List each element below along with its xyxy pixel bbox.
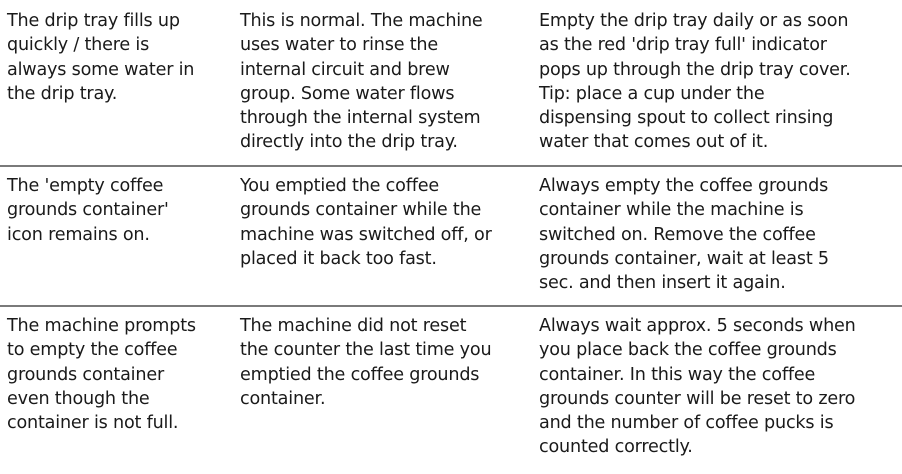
text-line: and the number of coffee pucks is <box>539 413 834 434</box>
problem-cell <box>7 174 169 247</box>
row-divider <box>0 165 902 167</box>
text-line: always some water in <box>7 59 195 80</box>
text-line: through the internal system <box>240 108 481 129</box>
solution-cell <box>539 174 829 295</box>
text-line: switched on. Remove the coffee <box>539 224 816 245</box>
text-line: uses water to rinse the <box>240 35 439 56</box>
text-line: You emptied the coffee <box>240 176 439 196</box>
solution-cell <box>539 9 851 155</box>
text-line: Tip: place a cup under the <box>539 83 765 104</box>
text-line: counted correctly. <box>539 437 693 458</box>
text-line: Always wait approx. 5 seconds when <box>539 316 856 336</box>
text-line: emptied the coffee grounds <box>240 364 480 385</box>
text-line: you place back the coffee grounds <box>539 340 837 361</box>
text-line: to empty the coffee <box>7 340 178 361</box>
text-line: grounds container' <box>7 200 169 221</box>
text-line: container is not full. <box>7 413 179 434</box>
text-line: The 'empty coffee <box>7 176 164 196</box>
problem-cell <box>7 9 194 106</box>
text-line: machine was switched off, or <box>240 224 492 245</box>
text-line: container. In this way the coffee <box>539 364 816 385</box>
text-line: icon remains on. <box>7 224 150 245</box>
text-line: grounds counter will be reset to zero <box>539 388 856 409</box>
cause-cell <box>240 9 483 155</box>
text-line: group. Some water flows <box>240 83 455 104</box>
text-line: pops up through the drip tray cover. <box>539 59 851 80</box>
text-line: quickly / there is <box>7 35 150 56</box>
text-line: grounds container <box>7 364 164 385</box>
problem-cell <box>7 314 196 435</box>
row-divider <box>0 305 902 307</box>
text-line: dispensing spout to collect rinsing <box>539 108 834 129</box>
text-line: the drip tray. <box>7 83 118 104</box>
text-line: This is normal. The machine <box>240 11 483 31</box>
text-line: grounds container, wait at least 5 <box>539 248 829 269</box>
text-line: even though the <box>7 388 150 409</box>
text-line: Empty the drip tray daily or as soon <box>539 11 849 31</box>
text-line: as the red 'drip tray full' indicator <box>539 35 827 56</box>
text-line: grounds container while the <box>240 200 482 221</box>
text-line: internal circuit and brew <box>240 59 450 80</box>
solution-cell <box>539 314 856 460</box>
text-line: sec. and then insert it again. <box>539 273 786 294</box>
text-line: The drip tray fills up <box>7 11 180 31</box>
text-line: water that comes out of it. <box>539 132 769 153</box>
text-line: the counter the last time you <box>240 340 492 361</box>
text-line: Always empty the coffee grounds <box>539 176 829 196</box>
text-line: directly into the drip tray. <box>240 132 458 153</box>
text-line: The machine did not reset <box>240 316 467 336</box>
text-line: placed it back too fast. <box>240 248 437 269</box>
text-line: container. <box>240 388 326 409</box>
cause-cell <box>240 174 492 271</box>
cause-cell <box>240 314 491 411</box>
text-line: container while the machine is <box>539 200 804 221</box>
text-line: The machine prompts <box>7 316 196 336</box>
